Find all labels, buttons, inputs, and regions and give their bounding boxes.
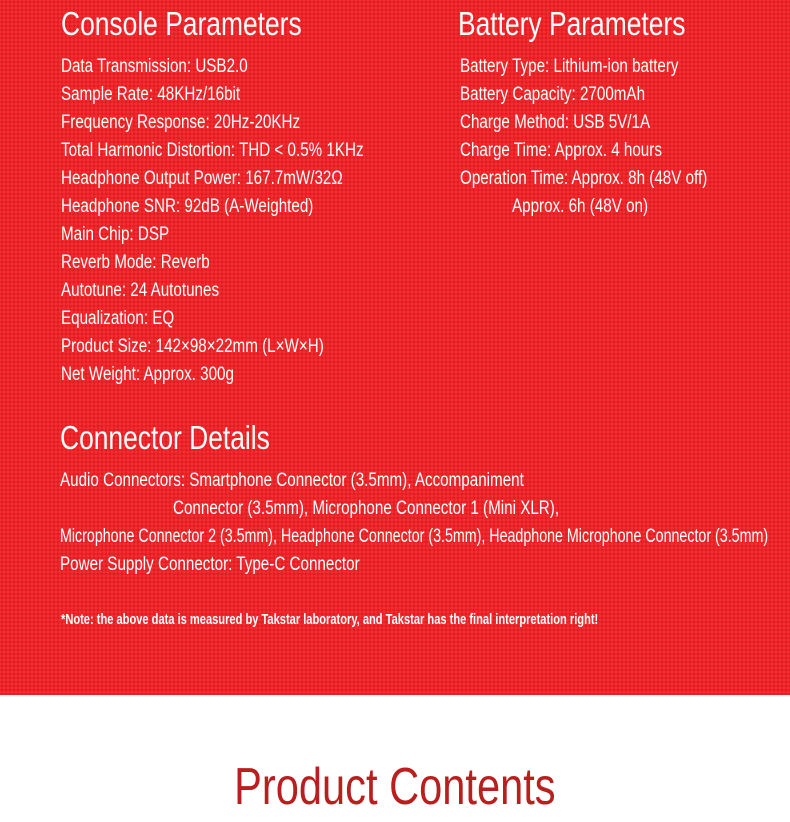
console-param-item: Headphone SNR: 92dB (A-Weighted) <box>61 196 314 217</box>
battery-param-item: Approx. 6h (48V on) <box>512 196 649 217</box>
console-param-item: Data Transmission: USB2.0 <box>61 56 248 77</box>
console-param-item: Frequency Response: 20Hz-20KHz <box>61 112 301 133</box>
console-param-item: Reverb Mode: Reverb <box>61 252 210 273</box>
connector-line: Power Supply Connector: Type-C Connector <box>60 554 360 575</box>
console-param-item: Sample Rate: 48KHz/16bit <box>61 84 241 105</box>
console-param-item: Total Harmonic Distortion: THD < 0.5% 1KHz <box>61 140 364 161</box>
battery-param-item: Operation Time: Approx. 8h (48V off) <box>460 168 708 189</box>
console-param-item: Headphone Output Power: 167.7mW/32Ω <box>61 168 343 189</box>
connector-line: Audio Connectors: Smartphone Connector (3.5mm), Accompaniment <box>60 470 524 491</box>
console-parameters-heading: Console Parameters <box>61 5 302 42</box>
battery-param-item: Battery Capacity: 2700mAh <box>460 84 646 105</box>
connector-line: Microphone Connector 2 (3.5mm), Headphone Connector (3.5mm), Headphone Microphone Connector (3.5mm) <box>60 526 769 547</box>
console-param-item: Main Chip: DSP <box>61 224 170 245</box>
disclaimer-note: *Note: the above data is measured by Takstar laboratory, and Takstar has the final interpretation right! <box>61 611 599 628</box>
battery-parameters-heading: Battery Parameters <box>458 5 686 42</box>
connector-details-heading: Connector Details <box>60 419 270 456</box>
connector-line: Connector (3.5mm), Microphone Connector 1 (Mini XLR), <box>173 498 560 519</box>
battery-param-item: Battery Type: Lithium-ion battery <box>460 56 679 77</box>
product-contents-title: Product Contents <box>234 758 556 816</box>
battery-param-item: Charge Time: Approx. 4 hours <box>460 140 662 161</box>
console-param-item: Equalization: EQ <box>61 308 175 329</box>
console-param-item: Product Size: 142×98×22mm (L×W×H) <box>61 336 324 357</box>
battery-param-item: Charge Method: USB 5V/1A <box>460 112 651 133</box>
console-param-item: Autotune: 24 Autotunes <box>61 280 220 301</box>
console-param-item: Net Weight: Approx. 300g <box>61 364 234 385</box>
